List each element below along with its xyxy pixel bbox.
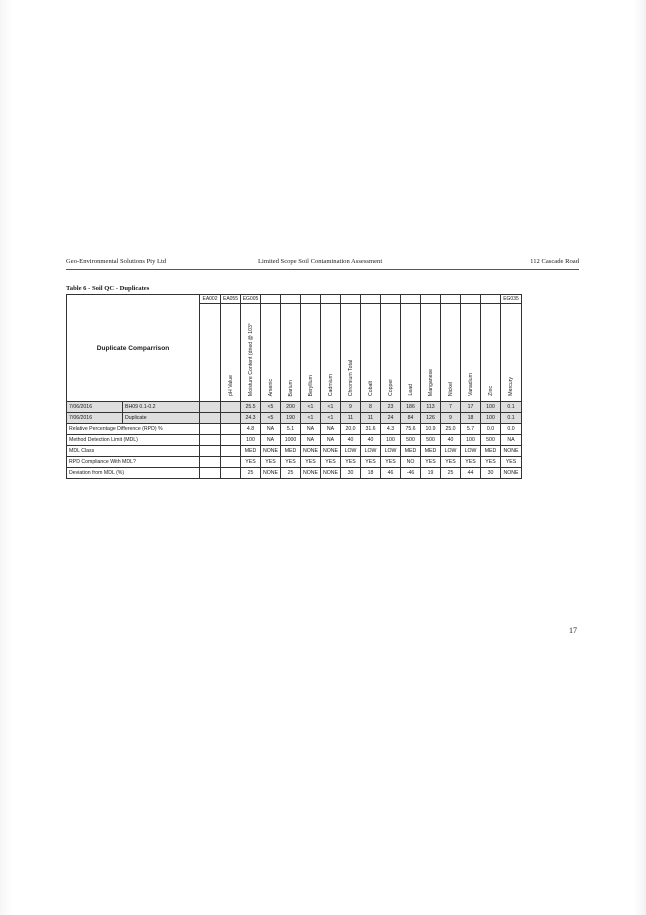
analyte-header-cell (221, 304, 241, 402)
table-row (67, 435, 522, 446)
method-code-cell (341, 295, 361, 304)
value-cell: 5.1 (281, 424, 301, 435)
value-cell: YES (381, 457, 401, 468)
analyte-label: Lead (407, 384, 414, 396)
analyte-label: Moisture Content (dried @ 103° (247, 322, 254, 396)
value-cell: 84 (401, 413, 421, 424)
value-cell: YES (441, 457, 461, 468)
value-cell: NONE (501, 446, 522, 457)
value-cell: <5 (261, 402, 281, 413)
method-row (67, 295, 522, 304)
value-cell: YES (461, 457, 481, 468)
analyte-label: Cobalt (367, 381, 374, 396)
value-cell (221, 446, 241, 457)
value-cell: 100 (481, 402, 501, 413)
analyte-header-cell (501, 304, 522, 402)
value-cell: 113 (421, 402, 441, 413)
value-cell: YES (481, 457, 501, 468)
method-code-cell (381, 295, 401, 304)
analyte-label: Beryllium (307, 374, 314, 396)
row-sample-cell: Duplicate (123, 413, 200, 424)
value-cell: YES (261, 457, 281, 468)
value-cell: 24 (381, 413, 401, 424)
table-title: Table 6 - Soil QC - Duplicates (66, 285, 150, 292)
value-cell: NA (301, 424, 321, 435)
value-cell: 500 (401, 435, 421, 446)
value-cell: 0.0 (481, 424, 501, 435)
value-cell: 0.0 (501, 424, 522, 435)
value-cell: 24.3 (241, 413, 261, 424)
row-blank-cell (200, 435, 221, 446)
value-cell: YES (361, 457, 381, 468)
value-cell: 18 (461, 413, 481, 424)
analyte-header-cell (301, 304, 321, 402)
analyte-label: pH Value (227, 375, 234, 396)
row-sample-cell: BH09 0.1-0.2 (123, 402, 200, 413)
method-code-cell (401, 295, 421, 304)
value-cell: NONE (301, 468, 321, 479)
header-report-title: Limited Scope Soil Contamination Assessment (258, 258, 383, 265)
analyte-blank-cell (200, 304, 221, 402)
value-cell: 186 (401, 402, 421, 413)
row-date-cell: 7/06/2016 (67, 413, 123, 424)
table-row (67, 424, 522, 435)
value-cell (221, 457, 241, 468)
analyte-header-cell (441, 304, 461, 402)
value-cell: 23 (381, 402, 401, 413)
value-cell: 11 (361, 413, 381, 424)
table-row (67, 468, 522, 479)
value-cell: NA (301, 435, 321, 446)
page-number: 17 (569, 626, 577, 635)
value-cell: 100 (381, 435, 401, 446)
value-cell: 7 (441, 402, 461, 413)
duplicates-table (66, 294, 522, 479)
value-cell: YES (501, 457, 522, 468)
value-cell: NONE (261, 468, 281, 479)
analyte-label: Manganese (427, 368, 434, 396)
value-cell: NA (321, 435, 341, 446)
value-cell: 75.6 (401, 424, 421, 435)
row-blank-cell (200, 413, 221, 424)
value-cell (221, 424, 241, 435)
value-cell: LOW (361, 446, 381, 457)
value-cell: 30 (481, 468, 501, 479)
table-row (67, 457, 522, 468)
value-cell: 40 (441, 435, 461, 446)
analyte-header-cell (341, 304, 361, 402)
analyte-header-cell (321, 304, 341, 402)
value-cell: 100 (241, 435, 261, 446)
header-address: 112 Cascade Road (530, 258, 579, 265)
method-code-cell (441, 295, 461, 304)
value-cell: 5.7 (461, 424, 481, 435)
value-cell: 100 (481, 413, 501, 424)
value-cell: YES (321, 457, 341, 468)
value-cell: 11 (341, 413, 361, 424)
method-code-cell: EG035 (501, 295, 522, 304)
analyte-label: Copper (387, 378, 394, 396)
value-cell: 40 (341, 435, 361, 446)
value-cell: NA (261, 435, 281, 446)
value-cell: 0.1 (501, 402, 522, 413)
value-cell: 1000 (281, 435, 301, 446)
value-cell: NA (261, 424, 281, 435)
value-cell: 20.0 (341, 424, 361, 435)
method-code-cell (481, 295, 501, 304)
value-cell: NONE (501, 468, 522, 479)
method-code-cell (261, 295, 281, 304)
page-header (66, 257, 579, 270)
value-cell: 0.1 (501, 413, 522, 424)
row-date-cell: 7/06/2016 (67, 402, 123, 413)
analyte-label: Vanadium (467, 373, 474, 396)
analyte-header-cell (281, 304, 301, 402)
value-cell: 25.5 (241, 402, 261, 413)
header-company: Geo-Environmental Solutions Pty Ltd (66, 258, 167, 265)
value-cell: NA (501, 435, 522, 446)
value-cell: LOW (441, 446, 461, 457)
value-cell: 31.6 (361, 424, 381, 435)
value-cell: -46 (401, 468, 421, 479)
method-code-cell (321, 295, 341, 304)
value-cell (221, 402, 241, 413)
method-code-cell: EA002 (200, 295, 221, 304)
row-blank-cell (200, 457, 221, 468)
row-label-cell: Relative Percentage Difference (RPD) % (67, 424, 200, 435)
value-cell: 30 (341, 468, 361, 479)
analyte-label: Arsenic (267, 378, 274, 396)
value-cell: YES (421, 457, 441, 468)
analyte-label: Chromium Total (347, 359, 354, 396)
analyte-header-cell (421, 304, 441, 402)
analyte-header-cell (261, 304, 281, 402)
value-cell: 190 (281, 413, 301, 424)
row-blank-cell (200, 424, 221, 435)
analyte-label: Zinc (487, 386, 494, 396)
value-cell: LOW (461, 446, 481, 457)
value-cell: MED (421, 446, 441, 457)
value-cell: YES (341, 457, 361, 468)
value-cell: YES (281, 457, 301, 468)
value-cell: 126 (421, 413, 441, 424)
method-code-cell (301, 295, 321, 304)
method-code-cell: EG005 (241, 295, 261, 304)
value-cell: LOW (341, 446, 361, 457)
value-cell: 4.3 (381, 424, 401, 435)
analyte-label: Mercury (508, 377, 514, 396)
value-cell: MED (401, 446, 421, 457)
value-cell: YES (301, 457, 321, 468)
row-label-cell: Method Detection Limit (MDL) (67, 435, 200, 446)
value-cell: LOW (381, 446, 401, 457)
value-cell: 25 (241, 468, 261, 479)
method-code-cell (461, 295, 481, 304)
value-cell: 25 (281, 468, 301, 479)
row-label-cell: Deviation from MDL (%) (67, 468, 200, 479)
table-row (67, 402, 522, 413)
analyte-header-cell (241, 304, 261, 402)
value-cell: 100 (461, 435, 481, 446)
value-cell: 40 (361, 435, 381, 446)
analyte-header-cell (481, 304, 501, 402)
value-cell: <1 (321, 413, 341, 424)
value-cell: 9 (341, 402, 361, 413)
value-cell: MED (481, 446, 501, 457)
table-row (67, 446, 522, 457)
value-cell (221, 413, 241, 424)
method-code-cell (281, 295, 301, 304)
value-cell: <1 (301, 413, 321, 424)
value-cell: MED (241, 446, 261, 457)
value-cell: 4.8 (241, 424, 261, 435)
value-cell: YES (241, 457, 261, 468)
analyte-label: Barium (287, 379, 294, 396)
row-blank-cell (200, 446, 221, 457)
analyte-header-cell (361, 304, 381, 402)
method-code-cell: EA055 (221, 295, 241, 304)
value-cell (221, 468, 241, 479)
value-cell: 25.0 (441, 424, 461, 435)
row-blank-cell (200, 468, 221, 479)
value-cell: 200 (281, 402, 301, 413)
analyte-header-cell (461, 304, 481, 402)
value-cell: <1 (301, 402, 321, 413)
value-cell: NONE (301, 446, 321, 457)
analyte-label: Nickel (447, 381, 454, 396)
row-label-cell: RPD Compliance With MDL? (67, 457, 200, 468)
table-row (67, 413, 522, 424)
duplicate-comparison-title: Duplicate Comparrison (67, 295, 200, 402)
value-cell: 500 (481, 435, 501, 446)
value-cell: NONE (321, 468, 341, 479)
row-blank-cell (200, 402, 221, 413)
value-cell: 44 (461, 468, 481, 479)
value-cell: 25 (441, 468, 461, 479)
value-cell: MED (281, 446, 301, 457)
value-cell: 9 (441, 413, 461, 424)
value-cell: 10.9 (421, 424, 441, 435)
value-cell: 19 (421, 468, 441, 479)
value-cell: NONE (261, 446, 281, 457)
method-code-cell (421, 295, 441, 304)
value-cell: 8 (361, 402, 381, 413)
row-label-cell: MDL Class (67, 446, 200, 457)
value-cell: NO (401, 457, 421, 468)
value-cell: NA (321, 424, 341, 435)
analyte-label: Cadmium (327, 373, 334, 396)
value-cell (221, 435, 241, 446)
value-cell: <1 (321, 402, 341, 413)
analyte-header-cell (401, 304, 421, 402)
value-cell: 500 (421, 435, 441, 446)
value-cell: NONE (321, 446, 341, 457)
value-cell: <5 (261, 413, 281, 424)
value-cell: 46 (381, 468, 401, 479)
value-cell: 18 (361, 468, 381, 479)
method-code-cell (361, 295, 381, 304)
analyte-header-cell (381, 304, 401, 402)
value-cell: 17 (461, 402, 481, 413)
